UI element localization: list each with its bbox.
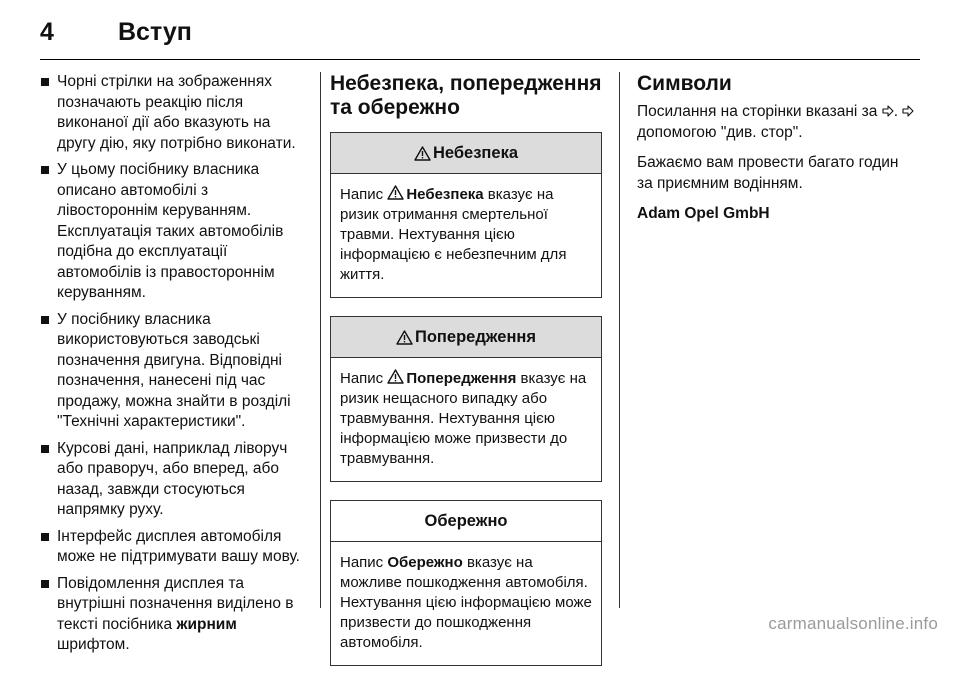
column-3	[637, 72, 917, 235]
warning-box-heading	[331, 317, 601, 358]
section-title: Символи	[637, 72, 732, 95]
list-item-text: У цьому посібнику власника описано автомобілі з лівостороннім керуванням. Експлуатація таких автомобілів подібна до експлуатації автомобілів із правостороннім керуванням.	[57, 161, 284, 301]
list-item	[40, 527, 310, 568]
bold-term: Обережно	[387, 554, 463, 571]
page-reference-arrow-icon	[902, 105, 914, 117]
body-text: Напис	[340, 186, 388, 203]
caution-box-heading	[331, 501, 601, 542]
caution-box-body	[331, 542, 601, 665]
list-item	[40, 310, 310, 433]
page-title: Вступ	[118, 18, 192, 46]
bold-term: жирним	[176, 615, 237, 633]
column-2	[330, 72, 602, 684]
section-title: Небезпека, попередження та обережно	[330, 72, 602, 119]
square-bullet-icon	[41, 445, 49, 453]
warning-triangle-icon	[396, 330, 413, 345]
column-divider	[320, 72, 321, 608]
greeting-paragraph: Бажаємо вам провести багато годин за приємним водінням.	[637, 154, 899, 192]
caution-box	[330, 500, 602, 666]
square-bullet-icon	[41, 316, 49, 324]
list-item	[40, 574, 310, 656]
danger-heading-text: Небезпека	[432, 143, 519, 162]
warning-triangle-icon	[387, 369, 404, 384]
body-text: вказує на можливе пошкодження автомобіля. Нехтування цією інформацією може призвести до пошкодження автомобіля.	[340, 554, 592, 651]
bold-term: Небезпека	[406, 186, 484, 203]
body-text: допомогою "див. стор".	[637, 123, 803, 141]
danger-box-body	[331, 174, 601, 297]
list-item-text: Чорні стрілки на зображеннях позначають реакцію після виконаної дії або вказують на другу дію, яку потрібно виконати.	[57, 73, 296, 152]
danger-box-heading	[331, 133, 601, 174]
square-bullet-icon	[41, 166, 49, 174]
list-item	[40, 439, 310, 521]
square-bullet-icon	[41, 533, 49, 541]
body-text: Напис	[340, 370, 388, 387]
signature: Adam Opel GmbH	[637, 205, 770, 222]
column-divider	[619, 72, 620, 608]
body-text: Посилання на сторінки вказані за	[637, 103, 882, 120]
list-item	[40, 160, 310, 304]
warning-box-body	[331, 358, 601, 481]
bold-term: Попередження	[406, 370, 517, 387]
danger-box	[330, 132, 602, 298]
body-text: .	[893, 103, 903, 120]
list-item-text: У посібнику власника використовуються заводські позначення двигуна. Відповідні позначення, нанесені під час продажу, можна знайти в розділі "Технічні характеристики".	[57, 310, 291, 430]
list-item-text: шрифтом.	[57, 636, 130, 653]
list-item	[40, 72, 310, 154]
bullet-list	[40, 72, 310, 656]
list-item-text: Курсові дані, наприклад ліворуч або праворуч, або вперед, або назад, завжди стосуються напрямку руху.	[57, 439, 288, 518]
warning-triangle-icon	[387, 185, 404, 200]
list-item-text: Інтерфейс дисплея автомобіля може не підтримувати вашу мову.	[57, 527, 300, 565]
body-text: вказує на ризик нещасного випадку або травмування. Нехтування цією інформацією може призвести до травмування.	[340, 370, 587, 467]
square-bullet-icon	[41, 580, 49, 588]
body-text: Напис	[340, 554, 388, 571]
warning-triangle-icon	[414, 146, 431, 161]
page-reference-arrow-icon	[882, 105, 894, 117]
warning-heading-text: Попередження	[414, 327, 537, 346]
body-text: вказує на ризик отримання смертельної травми. Нехтування цією інформацією є небезпечним для життя.	[340, 186, 567, 283]
warning-box	[330, 316, 602, 482]
column-1	[40, 72, 310, 662]
page-header	[40, 18, 920, 58]
symbols-paragraph	[637, 102, 917, 143]
list-item-text: Повідомлення дисплея та внутрішні позначення виділено в тексті посібника	[57, 574, 294, 633]
watermark: carmanualsonline.info	[768, 614, 938, 633]
page-number: 4	[40, 18, 54, 46]
caution-heading-text: Обережно	[424, 511, 508, 530]
square-bullet-icon	[41, 78, 49, 86]
header-rule	[40, 59, 920, 60]
